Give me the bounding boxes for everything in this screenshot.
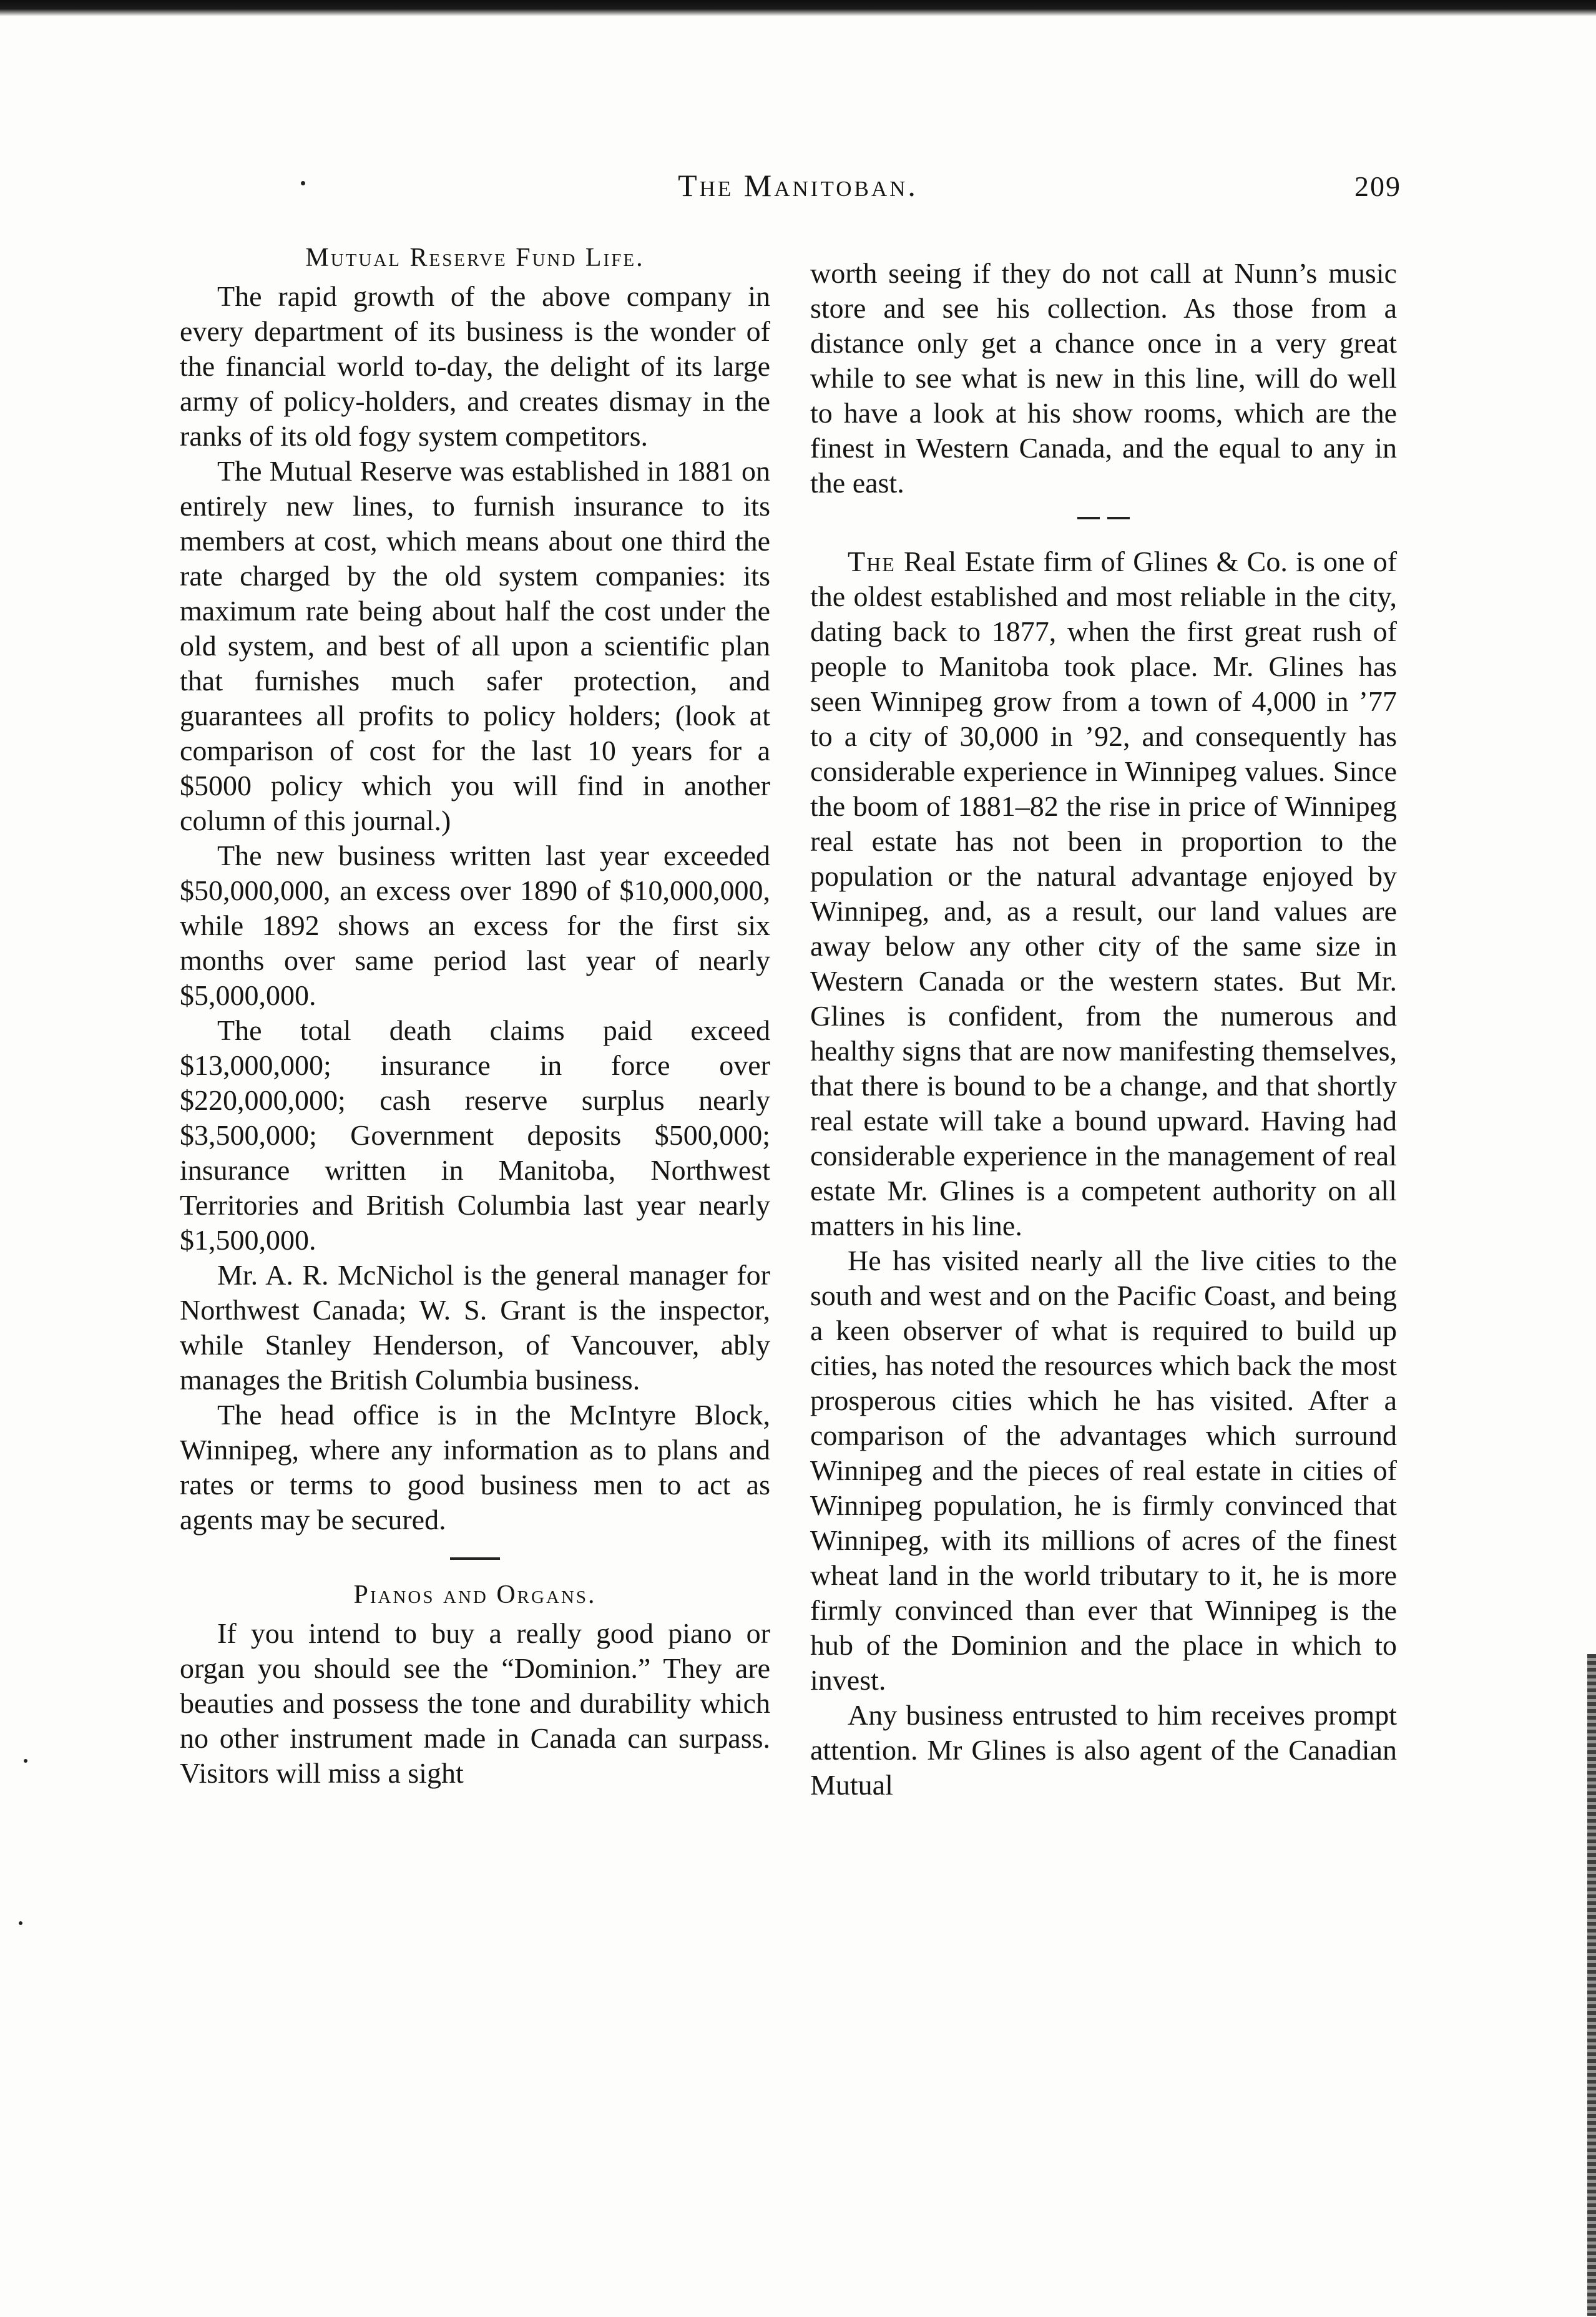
paragraph: The Mutual Reserve was established in 1881 on entirely new lines, to furnish insurance to its members at cost, which means about one third the rate charged by the old system companies: its maximum rate being about half the cost under the old system, and best of all upon a scientific plan that furnishes much safer protection, and guarantees all profits to policy holders; (look at comparison of cost for the last 10 years for a $5000 policy which you will find in another column of this journal.) [180,455,770,836]
section-heading-mutual-reserve: Mutual Reserve Fund Life. [305,243,645,272]
scan-top-edge [0,0,1596,16]
paragraph: Mr. A. R. McNichol is the general manager for Northwest Canada; W. S. Grant is the inspector, while Stanley Henderson, of Vancouver, ably manages the British Columbia business. [180,1259,770,1396]
scan-right-edge [1587,1654,1596,2316]
running-header-title: The Manitoban. [678,168,918,203]
scan-speck [24,1759,27,1763]
paragraph-body: Real Estate firm of Glines & Co. is one of the oldest established and most reliable in the city, dating back to 1877, when the first great rush of people to Manitoba took place. Mr. Glines has seen Winnipeg grow from a town of 4,000 in ’77 to a city of 30,000 in ’92, and consequently has considerable experience in Winnipeg values. Since the boom of 1881–82 the rise in price of Winnipeg real estate has not been in proportion to the population or the natural advantage enjoyed by Winnipeg, and, as a result, our land values are away below any other city of the same size in Western Canada or the western states. But Mr. Glines is confident, from the numerous and healthy signs that are now manifesting themselves, that there is bound to be a change, and that shortly real estate will take a bound upward. Having had considerable experience in the management of real estate Mr. Glines is a competent authority on all matters in his line. [810,546,1398,1242]
section-divider [450,1557,500,1560]
paragraph: If you intend to buy a really good piano or organ you should see the “Dominion.” They are beauties and possess the tone and durability which no other instrument made in Canada can surpass. Visitors will miss a sight [180,1617,770,1789]
lead-word: The [848,546,896,577]
continued-paragraph: worth seeing if they do not call at Nunn’s music store and see his collection. As those from a distance only get a chance once in a very great while to see what is new in this line, will do well to have a look at his show rooms, which are the finest in Western Canada, and the equal to any in the east. [810,257,1397,499]
paragraph: He has visited nearly all the live cities to the south and west and on the Pacific Coast, and being a keen observer of what is required to build up cities, has noted the resources which back the most prosperous cities which he has visited. After a comparison of the advantages which surround Winnipeg and the pieces of real estate in cities of Winnipeg population, he is firmly convinced that Winnipeg, with its millions of acres of the finest wheat land in the world tributary to it, he is more firmly convinced than ever that Winnipeg is the hub of the Dominion and the place in which to invest. [810,1245,1397,1696]
paragraph: Any business entrusted to him receives prompt attention. Mr Glines is also agent of the Canadian Mutual [810,1699,1397,1801]
scan-speck [19,1921,22,1925]
paragraph: The rapid growth of the above company in every department of its business is the wonder of the financial world to-day, the delight of its large army of policy-holders, and creates dismay in the ranks of its old fogy system competitors. [180,280,770,452]
paragraph-lead [810,544,1397,1243]
section-divider [1077,517,1130,519]
paragraph: The head office is in the McIntyre Block, Winnipeg, where any information as to plans and rates or terms to good business men to act as agents may be secured. [180,1399,770,1536]
section-heading-pianos-organs: Pianos and Organs. [353,1580,597,1609]
right-column [810,256,1397,1803]
left-column [180,240,770,1791]
paragraph: The new business written last year exceeded $50,000,000, an excess over 1890 of $10,000,000, while 1892 shows an excess for the first six months over same period last year of nearly $5,000,000. [180,840,770,1011]
page-number: 209 [1354,170,1401,202]
paragraph: The total death claims paid exceed $13,000,000; insurance in force over $220,000,000; cash reserve surplus nearly $3,500,000; Government deposits $500,000; insurance written in Manitoba, Northwest Territories and British Columbia last year nearly $1,500,000. [180,1014,770,1256]
